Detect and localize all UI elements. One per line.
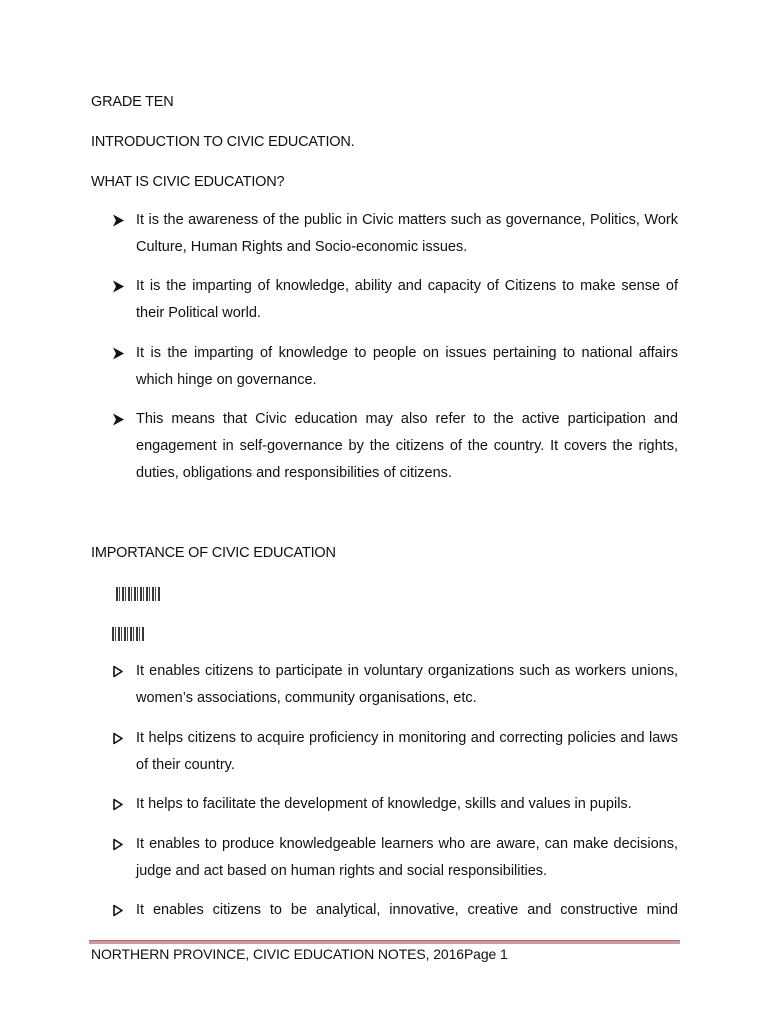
arrowhead-bullet-icon <box>111 273 125 300</box>
importance-text: It enables to produce knowledgeable learners who are aware, can make decisions, judge and act based on human rights and social responsibilities. <box>136 836 678 879</box>
arrowhead-bullet-icon <box>111 725 125 752</box>
importance-item <box>111 658 678 712</box>
intro-heading-text: INTRODUCTION TO CIVIC EDUCATION <box>91 134 351 150</box>
arrowhead-bullet-icon <box>111 406 125 433</box>
importance-item <box>111 725 678 779</box>
importance-item <box>111 897 678 924</box>
what-is-heading: WHAT IS CIVIC EDUCATION? <box>91 174 285 190</box>
grade-heading: GRADE TEN <box>91 94 174 110</box>
arrowhead-bullet-icon <box>111 791 125 818</box>
definition-item <box>111 207 678 261</box>
definition-item <box>111 340 678 394</box>
definition-text: It is the awareness of the public in Civic matters such as governance, Politics, Work Culture, Human Rights and Socio-economic issues. <box>136 212 678 255</box>
importance-text: It enables citizens to participate in voluntary organizations such as workers unions, women’s associations, community organisations, etc. <box>136 663 678 706</box>
footer-divider <box>89 940 680 944</box>
definition-item <box>111 406 678 487</box>
importance-item <box>111 791 678 818</box>
intro-heading-period: . <box>350 134 355 150</box>
rendering-artifact <box>112 627 145 641</box>
rendering-artifact <box>116 587 160 601</box>
definition-text: This means that Civic education may also refer to the active participation and engagement in self-governance by the citizens of the country. It covers the rights, duties, obligations and responsibilities of citizens. <box>136 411 678 481</box>
importance-text: It helps citizens to acquire proficiency in monitoring and correcting policies and laws of their country. <box>136 730 678 773</box>
intro-heading <box>91 134 355 150</box>
page-footer: NORTHERN PROVINCE, CIVIC EDUCATION NOTES, 2016Page 1 <box>91 946 508 962</box>
importance-heading: IMPORTANCE OF CIVIC EDUCATION <box>91 545 336 561</box>
arrowhead-bullet-icon <box>111 658 125 685</box>
definition-text: It is the imparting of knowledge to people on issues pertaining to national affairs which hinge on governance. <box>136 345 678 388</box>
arrowhead-bullet-icon <box>111 340 125 367</box>
definition-text: It is the imparting of knowledge, ability and capacity of Citizens to make sense of their Political world. <box>136 278 678 321</box>
importance-text: It enables citizens to be analytical, innovative, creative and constructive mind <box>136 902 678 918</box>
importance-item <box>111 831 678 885</box>
importance-text: It helps to facilitate the development of knowledge, skills and values in pupils. <box>136 796 632 812</box>
arrowhead-bullet-icon <box>111 207 125 234</box>
arrowhead-bullet-icon <box>111 897 125 924</box>
arrowhead-bullet-icon <box>111 831 125 858</box>
definition-item <box>111 273 678 327</box>
